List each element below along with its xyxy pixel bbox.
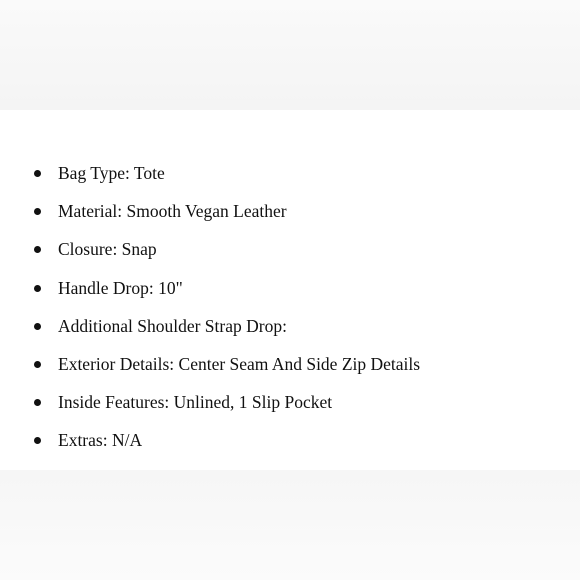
feature-text: Handle Drop: 10": [58, 277, 183, 298]
list-item-exterior-details: [0, 354, 580, 392]
feature-text: Additional Shoulder Strap Drop:: [58, 315, 287, 336]
feature-list: [0, 163, 580, 469]
feature-text: Material: Smooth Vegan Leather: [58, 201, 287, 222]
list-item-inside-features: [0, 392, 580, 430]
background-top: [0, 0, 580, 110]
list-item-shoulder-strap-drop: [0, 316, 580, 354]
bullet-icon: [34, 285, 41, 292]
bullet-icon: [34, 208, 41, 215]
feature-text: Exterior Details: Center Seam And Side Zip Details: [58, 353, 421, 374]
bullet-icon: [34, 361, 41, 368]
background-bottom: [0, 470, 580, 580]
bullet-icon: [34, 437, 41, 444]
bullet-icon: [34, 246, 41, 253]
feature-text: Extras: N/A: [58, 430, 143, 451]
bullet-icon: [34, 170, 41, 177]
bullet-icon: [34, 399, 41, 406]
feature-text: Closure: Snap: [58, 239, 157, 260]
list-item-handle-drop: [0, 278, 580, 316]
list-item-extras: [0, 430, 580, 468]
feature-text: Bag Type: Tote: [58, 163, 165, 183]
feature-text: Inside Features: Unlined, 1 Slip Pocket: [58, 392, 333, 413]
list-item-material: [0, 201, 580, 239]
list-item-bag-type: [0, 163, 580, 201]
product-details-card: [0, 110, 580, 470]
list-item-closure: [0, 239, 580, 277]
bullet-icon: [34, 323, 41, 330]
